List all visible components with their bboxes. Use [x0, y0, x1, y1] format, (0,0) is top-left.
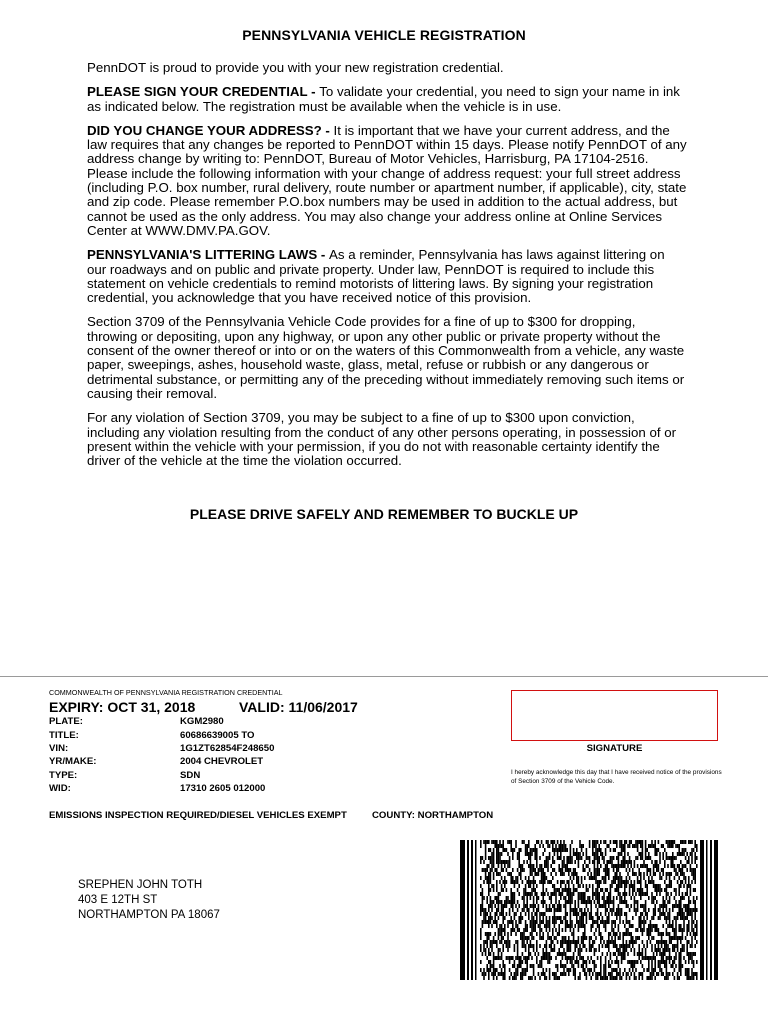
- vin-value: 1G1ZT62854F248650: [180, 743, 275, 754]
- address-change-paragraph: [87, 124, 687, 238]
- expiry-date: EXPIRY: OCT 31, 2018: [49, 699, 196, 715]
- tear-off-divider: [0, 676, 768, 677]
- type-value: SDN: [180, 770, 201, 781]
- county: COUNTY: NORTHAMPTON: [372, 810, 494, 821]
- paragraph-heading: PLEASE SIGN YOUR CREDENTIAL -: [87, 84, 320, 100]
- vin-label: VIN:: [49, 743, 69, 754]
- emissions-notice: EMISSIONS INSPECTION REQUIRED/DIESEL VEHICLES EXEMPT: [49, 810, 347, 821]
- paragraph-body: It is important that we have your current address, and the law requires that any changes be reported to PennDOT within 15 days. Please notify PennDOT of any address change by writing to: PennDOT, Bureau of Motor Vehicles, Harrisburg, PA 17104-2516. Please include the following information with your change of address request: your full street address (including P.O. box number, rural delivery, route number or apartment number, if applicable), city, state and zip code. Please remember P.O.box numbers may be used in addition to the actual address, but cannot be used as the only address. You may also change your address online at Online Services Center at WWW.DMV.PA.GOV.: [87, 122, 687, 238]
- section-3709-paragraph: Section 3709 of the Pennsylvania Vehicle Code provides for a fine of up to $300 for dropping, throwing or depositing, upon any highway, or upon any other public or private property without the consent of the owner thereof or into or on the waters of this Commonwealth from a vehicle, any waste paper, sweepings, ashes, household waste, glass, metal, refuse or rubbish or any dangerous or detrimental substance, or permitting any of the preceding without immediately removing such items or causing their removal.: [87, 314, 685, 401]
- title-value: 60686639005 TO: [180, 730, 255, 741]
- yr-make-label: YR/MAKE:: [49, 756, 97, 767]
- document-title: PENNSYLVANIA VEHICLE REGISTRATION: [242, 27, 526, 43]
- title-label: TITLE:: [49, 730, 79, 741]
- paragraph-body: To validate your credential, you need to sign your name in ink as indicated below. The registration must be available when the vehicle is in use.: [87, 84, 680, 114]
- mailing-address: [78, 878, 220, 923]
- letter-body: [87, 61, 687, 478]
- addressee-name: SREPHEN JOHN TOTH: [78, 879, 203, 891]
- littering-laws-paragraph: [87, 248, 687, 305]
- wid-label: WID:: [49, 783, 71, 794]
- paragraph-body: As a reminder, Pennsylvania has laws against littering on our roadways and on public and private property. Under law, PennDOT is required to include this statement on vehicle credentials to remind motorists of littering laws. By signing your registration credential, you acknowledge that you have received notice of this provision.: [87, 247, 665, 306]
- pdf417-barcode: [460, 840, 718, 980]
- credential-header: COMMONWEALTH OF PENNSYLVANIA REGISTRATION CREDENTIAL: [49, 688, 283, 697]
- intro-paragraph: PennDOT is proud to provide you with your new registration credential.: [87, 60, 504, 75]
- paragraph-heading: DID YOU CHANGE YOUR ADDRESS? -: [87, 122, 334, 138]
- wid-value: 17310 2605 012000: [180, 783, 266, 794]
- city-state-zip: NORTHAMPTON PA 18067: [78, 909, 220, 921]
- plate-label: PLATE:: [49, 716, 83, 727]
- yr-make-value: 2004 CHEVROLET: [180, 756, 264, 767]
- type-label: TYPE:: [49, 770, 78, 781]
- signature-box[interactable]: [511, 690, 718, 741]
- paragraph-heading: PENNSYLVANIA'S LITTERING LAWS -: [87, 247, 330, 263]
- sign-credential-paragraph: [87, 85, 687, 114]
- acknowledgement-text: I hereby acknowledge this day that I have received notice of the provisions of Section 3709 of the Vehicle Code.: [511, 769, 722, 785]
- plate-value: KGM2980: [180, 716, 224, 727]
- violation-paragraph: For any violation of Section 3709, you may be subject to a fine of up to $300 upon conviction, including any violation resulting from the conduct of any other persons operating, in possession of or present within the vehicle with your permission, if you do not with reasonable certainty identify the driver of the vehicle at the time the violation occurred.: [87, 410, 677, 469]
- signature-label: SIGNATURE: [586, 743, 643, 754]
- street-address: 403 E 12TH ST: [78, 894, 158, 906]
- closing-message: PLEASE DRIVE SAFELY AND REMEMBER TO BUCKLE UP: [189, 506, 579, 522]
- valid-date: VALID: 11/06/2017: [239, 699, 358, 715]
